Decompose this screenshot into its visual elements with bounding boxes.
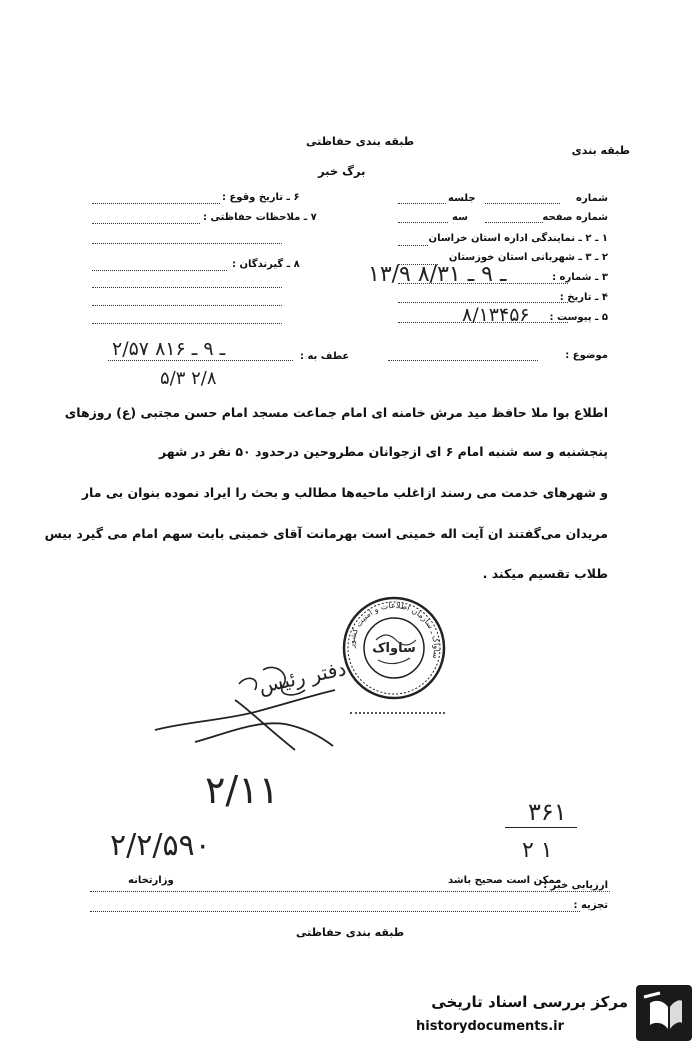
footer-left-label: وزارتخانه [128, 875, 174, 886]
page-no-dots [485, 222, 543, 223]
watermark-title: مرکز بررسی اسناد تاریخی [431, 993, 628, 1011]
field-4-dots [398, 302, 568, 303]
field-8-label: ۸ ـ گیرندگان : [232, 259, 300, 270]
field-6-label: ۶ ـ تاریخ وقوع : [222, 192, 300, 203]
number-tail: جلسه [448, 193, 476, 204]
body-line-1: اطلاع بوا ملا حافظ مید مرش خامنه ای امام جماعت مسجد امام حسن مجتبی (ع) روزهای [64, 405, 608, 420]
handwritten-note-number: ۲/۱۱ [205, 768, 280, 812]
fraction-bar [505, 827, 577, 828]
svg-text:ساواک: ساواک [372, 641, 416, 656]
number-label: شماره [576, 193, 608, 204]
field-4-label: ۴ ـ تاریخ : [559, 292, 608, 303]
official-seal [338, 592, 450, 704]
page-no-tail: سه [452, 212, 468, 223]
reference-dots [108, 360, 293, 361]
field-8-dots-4 [92, 323, 282, 324]
top-classification-label: طبقه بندی [571, 144, 630, 157]
field-3-label: ۳ ـ شماره : [552, 272, 608, 283]
page-no-label: شماره صفحه [542, 212, 608, 223]
reference-handwritten-value-2: ۵/۳ ۲/۸ [160, 368, 217, 389]
watermark-url[interactable]: historydocuments.ir [416, 1019, 565, 1034]
signature-word: دفتر رئیس [256, 656, 349, 698]
body-line-5: طلاب تقسیم میکند . [482, 566, 608, 581]
field-2-label: ۲ ـ ۳ ـ شهربانی استان خوزستان [448, 252, 608, 263]
body-line-4: مریدان می‌گفتند ان آیت اله خمینی است بهرمانت آقای خمینی بابت سهم امام می گیرد بیس [44, 526, 608, 541]
footer-analysis-label: تجزیه : [573, 900, 608, 911]
subject-label: موضوع : [565, 350, 608, 361]
field-8-dots-2 [92, 287, 282, 288]
bottom-classification-label: طبقه بندی حفاظتی [296, 926, 405, 939]
field-1-dots [398, 245, 428, 246]
field-5-handwritten-value: ۸/۱۳۴۵۶ [462, 304, 530, 326]
field-7-dots [92, 223, 200, 224]
watermark-logo [636, 985, 692, 1041]
handwritten-date: ۲/۲/۵۹۰ [110, 828, 211, 863]
footer-evaluation-label: ارزیابی خبر : [543, 880, 608, 891]
field-7-dots-2 [92, 243, 282, 244]
field-5-label: ۵ ـ پیوست : [549, 312, 608, 323]
field-6-dots [92, 203, 220, 204]
form-title: برگ خبر [318, 164, 366, 178]
body-line-3: و شهرهای خدمت می رسند ازاغلب ماحیه‌ها مطالب و بحث را ایراد نموده بنوان بی مار [81, 485, 608, 500]
footer-dots-1 [90, 891, 610, 892]
field-8-dots-3 [92, 305, 282, 306]
seal-dots [350, 712, 445, 714]
svg-text:ساواک ـ سازمان اطلاعات و امنیت: ساواک ـ سازمان اطلاعات و امنیت کشور [346, 600, 442, 660]
page-no-dots-2 [398, 222, 448, 223]
reference-handwritten-value: ۲/۵۷ ـ ۹ ـ ۸۱۶ [112, 338, 226, 360]
body-line-2: پنجشنبه و سه شنبه امام ۶ ای ازجوانان مطروحین درحدود ۵۰ نفر در شهر [158, 444, 608, 459]
field-8-dots [92, 270, 227, 271]
subject-dots [388, 360, 538, 361]
footer-dots-2 [90, 911, 580, 912]
field-1-label: ۱ ـ ۲ ـ نمایندگی اداره استان خراسان [428, 233, 608, 244]
fraction-bottom: ۲ ۱ [522, 838, 553, 863]
book-logo-icon [636, 985, 692, 1041]
number-dots [485, 203, 560, 204]
reference-label: عطف به : [300, 351, 350, 362]
number-dots-2 [398, 203, 446, 204]
field-7-label: ۷ ـ ملاحظات حفاظتی : [203, 212, 317, 223]
top-classification-center: طبقه بندی حفاظتی [306, 135, 415, 148]
field-3-handwritten-value: ۱۳/۹ ـ ۹ ـ ۸/۳۱ [368, 262, 507, 287]
footer-evaluation-value: ممکن است صحیح باشد [448, 875, 562, 886]
fraction-top: ۳۶۱ [528, 798, 567, 826]
